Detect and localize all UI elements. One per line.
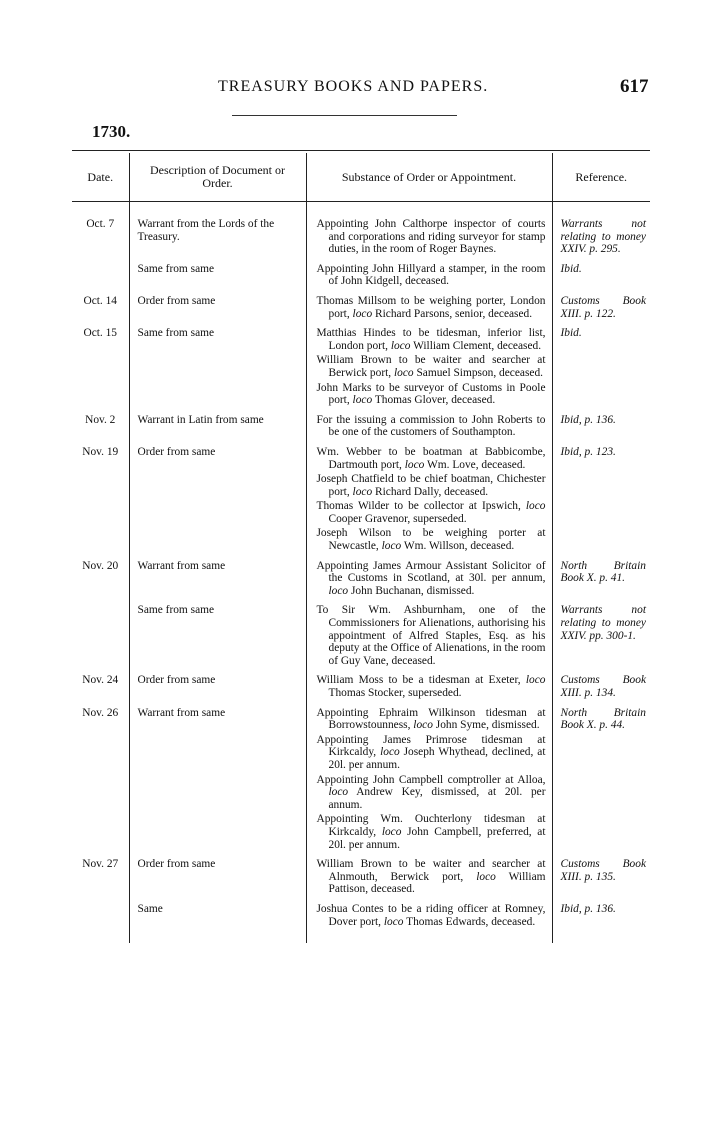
column-header-date: Date. bbox=[72, 153, 129, 202]
description-text: Same from same bbox=[137, 604, 215, 617]
entry-description bbox=[129, 327, 306, 414]
substance-item: Appointing Ephraim Wilkinson tidesman at Borrowstounness, loco John Syme, dismissed. bbox=[316, 706, 546, 732]
entry-reference bbox=[552, 446, 650, 560]
description-text: Order from same bbox=[137, 858, 216, 871]
header-rule bbox=[232, 115, 457, 116]
entry-substance bbox=[306, 903, 552, 943]
page-number: 617 bbox=[620, 76, 649, 97]
description-text: Order from same bbox=[137, 445, 216, 458]
entry-substance bbox=[306, 295, 552, 327]
entry-description bbox=[129, 414, 306, 446]
substance-item: For the issuing a commission to John Roberts to be one of the customers of Southampton. bbox=[316, 413, 546, 439]
description-text: Warrant in Latin from same bbox=[137, 413, 264, 426]
entry-reference bbox=[552, 903, 650, 943]
reference-text: Ibid, p. 123. bbox=[560, 445, 616, 458]
entry-date: Nov. 2 bbox=[85, 413, 116, 426]
substance-item: Thomas Millsom to be weighing porter, London port, loco Richard Parsons, senior, deceased. bbox=[316, 294, 546, 320]
reference-text: North Britain Book X. p. 41. bbox=[560, 559, 646, 585]
table-row bbox=[72, 674, 650, 706]
entry-date bbox=[72, 604, 129, 674]
table-row bbox=[72, 295, 650, 327]
substance-item: Joseph Wilson to be weighing porter at Newcastle, loco Wm. Willson, deceased. bbox=[316, 527, 546, 553]
entry-substance bbox=[306, 446, 552, 560]
table-row bbox=[72, 263, 650, 295]
entry-reference bbox=[552, 560, 650, 605]
column-header-description: Description of Document or Order. bbox=[129, 153, 306, 202]
year-heading: 1730. bbox=[92, 122, 131, 141]
table-row bbox=[72, 414, 650, 446]
description-text: Same bbox=[137, 902, 163, 915]
description-text: Order from same bbox=[137, 294, 216, 307]
entry-date bbox=[72, 263, 129, 295]
table-row bbox=[72, 446, 650, 560]
running-title: TREASURY BOOKS AND PAPERS. bbox=[218, 78, 489, 95]
entry-reference bbox=[552, 327, 650, 414]
entry-date: Nov. 26 bbox=[82, 706, 119, 719]
entry-description bbox=[129, 202, 306, 263]
reference-text: Warrants not relating to money XXIV. pp. 300-1. bbox=[560, 604, 646, 642]
substance-item: John Marks to be surveyor of Customs in Poole port, loco Thomas Glover, deceased. bbox=[316, 381, 546, 407]
entry-date: Oct. 7 bbox=[86, 218, 115, 230]
table-row bbox=[72, 707, 650, 859]
table-header-row bbox=[72, 153, 650, 202]
column-header-reference: Reference. bbox=[552, 153, 650, 202]
reference-text: Warrants not relating to money XXIV. p. 295. bbox=[560, 218, 646, 256]
reference-text: Ibid. bbox=[560, 327, 582, 340]
entry-description bbox=[129, 707, 306, 859]
treasury-ledger-table bbox=[72, 153, 650, 943]
table-row bbox=[72, 202, 650, 263]
table-row bbox=[72, 560, 650, 605]
substance-item: Appointing James Armour Assistant Solicitor of the Customs in Scotland, at 30l. per annum, loco John Buchanan, dismissed. bbox=[316, 559, 546, 597]
table-row bbox=[72, 327, 650, 414]
substance-item: William Moss to be a tidesman at Exeter, loco Thomas Stocker, superseded. bbox=[316, 674, 546, 699]
table-row bbox=[72, 858, 650, 903]
reference-text: Customs Book XIII. p. 122. bbox=[560, 294, 646, 320]
description-text: Warrant from same bbox=[137, 559, 226, 572]
entry-reference bbox=[552, 295, 650, 327]
entry-date: Nov. 20 bbox=[82, 559, 119, 572]
entry-date: Nov. 27 bbox=[82, 858, 119, 871]
substance-item: Appointing James Primrose tidesman at Kirkcaldy, loco Joseph Whythead, declined, at 20l. per annum. bbox=[316, 733, 546, 771]
substance-item: Appointing John Hillyard a stamper, in the room of John Kidgell, deceased. bbox=[316, 262, 546, 288]
description-text: Same from same bbox=[137, 262, 215, 275]
substance-item: Wm. Webber to be boatman at Babbicombe, Dartmouth port, loco Wm. Love, deceased. bbox=[316, 445, 546, 471]
reference-text: Customs Book XIII. p. 135. bbox=[560, 858, 646, 883]
description-text: Warrant from same bbox=[137, 706, 226, 719]
reference-text: Customs Book XIII. p. 134. bbox=[560, 674, 646, 699]
description-text: Same from same bbox=[137, 327, 215, 340]
entry-substance bbox=[306, 674, 552, 706]
reference-text: North Britain Book X. p. 44. bbox=[560, 706, 646, 732]
substance-item: Joshua Contes to be a riding officer at Romney, Dover port, loco Thomas Edwards, deceased. bbox=[316, 902, 546, 928]
entry-reference bbox=[552, 858, 650, 903]
entry-description bbox=[129, 295, 306, 327]
table-row bbox=[72, 604, 650, 674]
entry-substance bbox=[306, 327, 552, 414]
column-header-substance: Substance of Order or Appointment. bbox=[306, 153, 552, 202]
entry-description bbox=[129, 604, 306, 674]
table-body bbox=[72, 202, 650, 943]
entry-date: Oct. 14 bbox=[83, 294, 118, 307]
entry-reference bbox=[552, 414, 650, 446]
substance-item: Joseph Chatfield to be chief boatman, Chichester port, loco Richard Dally, deceased. bbox=[316, 473, 546, 498]
entry-description bbox=[129, 263, 306, 295]
substance-item: To Sir Wm. Ashburnham, one of the Commissioners for Alienations, authorising his appointment of Alfred Staples, Esq. as his deputy at the Office of Alienations, in the room of Guy Vane, deceased. bbox=[316, 604, 546, 667]
entry-description bbox=[129, 858, 306, 903]
entry-description bbox=[129, 674, 306, 706]
substance-item: Appointing Wm. Ouchterlony tidesman at Kirkcaldy, loco John Campbell, preferred, at 20l. per annum. bbox=[316, 813, 546, 851]
substance-item: Appointing John Campbell comptroller at Alloa, loco Andrew Key, dismissed, at 20l. per annum. bbox=[316, 773, 546, 811]
entry-substance bbox=[306, 858, 552, 903]
entry-substance bbox=[306, 414, 552, 446]
entry-reference bbox=[552, 263, 650, 295]
entry-description bbox=[129, 560, 306, 605]
running-head bbox=[0, 78, 720, 108]
table-row bbox=[72, 903, 650, 943]
description-text: Warrant from the Lords of the Treasury. bbox=[137, 218, 275, 243]
description-text: Order from same bbox=[137, 674, 216, 687]
substance-item: William Brown to be waiter and searcher at Berwick port, loco Samuel Simpson, deceased. bbox=[316, 354, 546, 379]
entry-description bbox=[129, 903, 306, 943]
substance-item: Matthias Hindes to be tidesman, inferior list, London port, loco William Clement, deceased. bbox=[316, 327, 546, 352]
substance-item: Thomas Wilder to be collector at Ipswich, loco Cooper Gravenor, superseded. bbox=[316, 500, 546, 525]
entry-description bbox=[129, 446, 306, 560]
entry-substance bbox=[306, 263, 552, 295]
reference-text: Ibid, p. 136. bbox=[560, 902, 616, 915]
reference-text: Ibid, p. 136. bbox=[560, 413, 616, 426]
substance-item: William Brown to be waiter and searcher at Alnmouth, Berwick port, loco William Pattison, deceased. bbox=[316, 858, 546, 896]
entry-substance bbox=[306, 202, 552, 263]
entry-date: Oct. 15 bbox=[83, 327, 118, 340]
entry-date: Nov. 24 bbox=[82, 674, 119, 687]
entry-reference bbox=[552, 604, 650, 674]
entry-date bbox=[72, 903, 129, 943]
entry-substance bbox=[306, 604, 552, 674]
entry-reference bbox=[552, 202, 650, 263]
entry-substance bbox=[306, 560, 552, 605]
entry-reference bbox=[552, 674, 650, 706]
entry-substance bbox=[306, 707, 552, 859]
entry-date: Nov. 19 bbox=[82, 445, 119, 458]
table-top-rule bbox=[72, 150, 650, 151]
reference-text: Ibid. bbox=[560, 262, 582, 275]
entry-reference bbox=[552, 707, 650, 859]
substance-item: Appointing John Calthorpe inspector of courts and corporations and riding surveyor for stamp duties, in the room of Roger Baynes. bbox=[316, 218, 546, 256]
